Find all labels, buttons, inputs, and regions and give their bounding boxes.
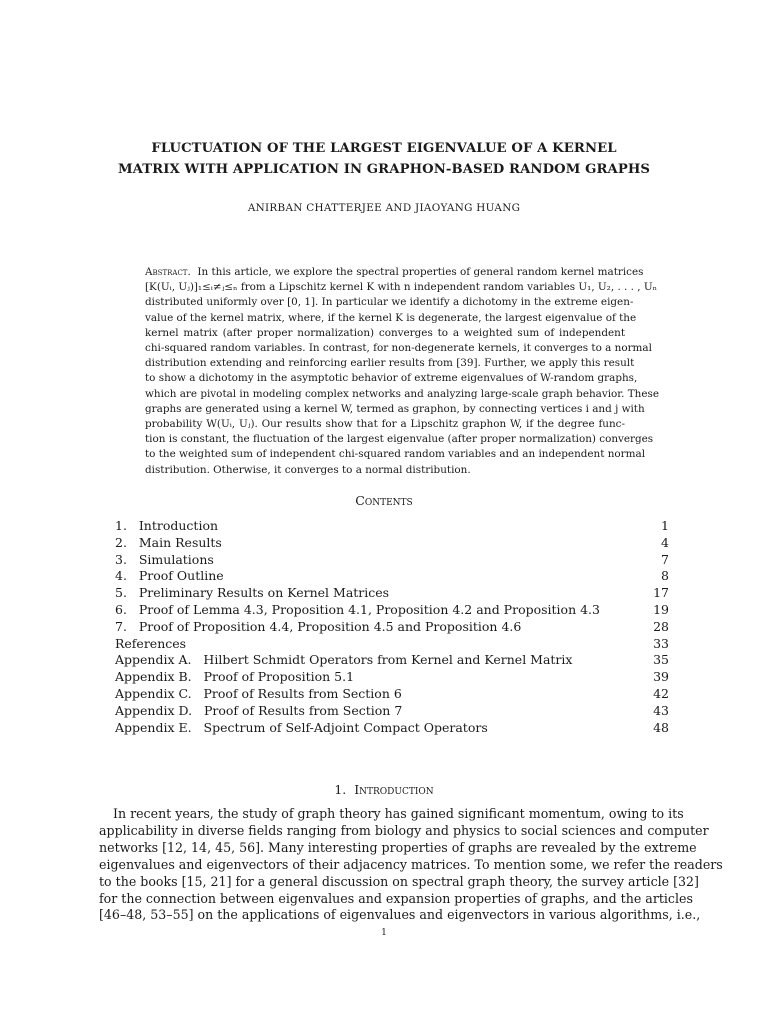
toc-entry-number: Appendix C. (115, 685, 204, 701)
toc-entry-number: 6. (115, 601, 139, 617)
body-line: for the connection between eigenvalues and expansion properties of graphs, and the articles (99, 890, 693, 906)
toc-entry[interactable] (115, 686, 669, 703)
introduction-body (99, 806, 723, 924)
toc-entry-title[interactable]: Proof of Results from Section 7 (203, 702, 403, 718)
title-line-1: FLUCTUATION OF THE LARGEST EIGENVALUE OF A KERNEL (151, 141, 617, 156)
toc-entry[interactable] (115, 669, 669, 686)
toc-entry[interactable] (115, 636, 669, 653)
body-line: applicability in diverse fields ranging from biology and physics to social sciences and computer (99, 822, 709, 838)
toc-entry[interactable] (115, 619, 669, 636)
table-of-contents (115, 518, 669, 736)
toc-entry-page[interactable]: 7 (661, 551, 669, 567)
toc-entry[interactable] (115, 585, 669, 602)
toc-entry-title[interactable]: Proof Outline (138, 568, 224, 584)
toc-entry-page[interactable]: 28 (653, 618, 669, 634)
toc-entry-page[interactable]: 1 (661, 518, 669, 533)
abstract-line: chi-squared random variables. In contrast, for non-degenerate kernels, it converges to a normal (145, 342, 652, 355)
toc-entry-title[interactable]: Proof of Results from Section 6 (203, 685, 402, 701)
toc-entry[interactable] (115, 535, 669, 552)
toc-entry-number: Appendix D. (115, 702, 204, 718)
toc-entry-page[interactable]: 8 (661, 568, 669, 584)
toc-entry-title[interactable]: Main Results (138, 534, 222, 550)
body-line: eigenvalues and eigenvectors of their adjacency matrices. To mention some, we refer the readers (99, 856, 723, 872)
toc-entry[interactable] (115, 552, 669, 569)
toc-entry-page[interactable]: 35 (653, 652, 669, 668)
toc-entry-number: Appendix E. (115, 719, 204, 735)
section-title: Introduction (354, 782, 434, 797)
toc-entry-page[interactable]: 39 (653, 669, 669, 685)
toc-entry[interactable] (115, 703, 669, 720)
toc-entry-page[interactable]: 33 (653, 635, 669, 651)
toc-entry-number: 5. (115, 585, 139, 601)
abstract-line: to the weighted sum of independent chi-squared random variables and an independent normal (145, 448, 646, 461)
abstract-line: value of the kernel matrix, where, if the kernel K is degenerate, the largest eigenvalue of the (145, 311, 637, 324)
toc-entry-title[interactable]: Preliminary Results on Kernel Matrices (138, 585, 390, 601)
abstract-line (145, 265, 644, 280)
body-line: to the books [15, 21] for a general discussion on spectral graph theory, the survey article [32] (99, 873, 699, 889)
toc-entry-page[interactable]: 19 (653, 601, 669, 617)
section-heading-introduction (0, 782, 768, 797)
body-line: networks [12, 14, 45, 56]. Many interesting properties of graphs are revealed by the extreme (99, 839, 697, 855)
toc-entry-number: 4. (115, 568, 139, 584)
page-number: 1 (381, 928, 387, 938)
toc-entry-title[interactable]: Proof of Proposition 5.1 (203, 669, 355, 685)
toc-entry-number: Appendix A. (115, 652, 204, 668)
abstract-label: Abstract. (145, 266, 191, 278)
toc-entry-number: 1. (115, 518, 139, 533)
toc-entry-title[interactable]: Proof of Lemma 4.3, Proposition 4.1, Proposition 4.2 and Proposition 4.3 (138, 601, 600, 617)
toc-entry-page[interactable]: 17 (653, 585, 669, 601)
toc-entry-number: 2. (115, 534, 139, 550)
abstract-line: kernel matrix (after proper normalization) converges to a weighted sum of independent (145, 326, 625, 339)
toc-entry-number: Appendix B. (115, 669, 204, 685)
abstract-line: graphs are generated using a kernel W, termed as graphon, by connecting vertices i and j with (145, 402, 645, 415)
toc-entry-page[interactable]: 48 (653, 719, 669, 735)
toc-entry[interactable] (115, 518, 669, 535)
abstract-text: In this article, we explore the spectral properties of general random kernel matrices (197, 266, 644, 278)
toc-entry-title[interactable]: References (115, 635, 187, 651)
abstract-line: to show a dichotomy in the asymptotic behavior of extreme eigenvalues of W-random graphs, (145, 372, 638, 385)
body-line: [46–48, 53–55] on the applications of eigenvalues and eigenvectors in various algorithms, i.e., (99, 907, 701, 923)
toc-entry[interactable] (115, 602, 669, 619)
abstract-line: tion is constant, the fluctuation of the largest eigenvalue (after proper normalization) converges (145, 433, 654, 446)
toc-entry-title[interactable]: Hilbert Schmidt Operators from Kernel and Kernel Matrix (203, 652, 573, 668)
toc-entry[interactable] (115, 720, 669, 737)
toc-entry-title[interactable]: Simulations (138, 551, 214, 567)
abstract-line: [K(Uᵢ, Uⱼ)]₁≤ᵢ≠ⱼ≤ₙ from a Lipschitz kernel K with n independent random variables U₁, U₂, . . . , Uₙ (145, 281, 658, 294)
toc-entry-page[interactable]: 42 (653, 685, 669, 701)
toc-entry-page[interactable]: 4 (661, 534, 669, 550)
toc-entry-title[interactable]: Spectrum of Self-Adjoint Compact Operators (203, 719, 488, 735)
abstract-line: distribution extending and reinforcing earlier results from [39]. Further, we apply this result (145, 357, 635, 370)
contents-heading: Contents (355, 493, 413, 508)
toc-entry-number: 7. (115, 618, 139, 634)
toc-entry-title[interactable]: Proof of Proposition 4.4, Proposition 4.5 and Proposition 4.6 (138, 618, 522, 634)
abstract (145, 265, 659, 478)
section-number: 1. (334, 782, 347, 797)
body-line: In recent years, the study of graph theory has gained significant momentum, owing to its (113, 806, 684, 821)
authors: ANIRBAN CHATTERJEE AND JIAOYANG HUANG (247, 202, 521, 214)
paper-title (80, 138, 688, 180)
toc-entry-title[interactable]: Introduction (138, 518, 219, 533)
abstract-line: distribution. Otherwise, it converges to a normal distribution. (145, 463, 471, 476)
toc-entry-page[interactable]: 43 (653, 702, 669, 718)
title-line-2: MATRIX WITH APPLICATION IN GRAPHON-BASED RANDOM GRAPHS (117, 162, 651, 177)
toc-entry[interactable] (115, 652, 669, 669)
abstract-line: which are pivotal in modeling complex networks and analyzing large-scale graph behavior. These (145, 387, 659, 400)
abstract-line: probability W(Uᵢ, Uⱼ). Our results show that for a Lipschitz graphon W, if the degree func- (145, 418, 625, 431)
toc-entry[interactable] (115, 568, 669, 585)
toc-entry-number: 3. (115, 551, 139, 567)
abstract-line: distributed uniformly over [0, 1]. In particular we identify a dichotomy in the extreme eigen- (145, 296, 634, 309)
